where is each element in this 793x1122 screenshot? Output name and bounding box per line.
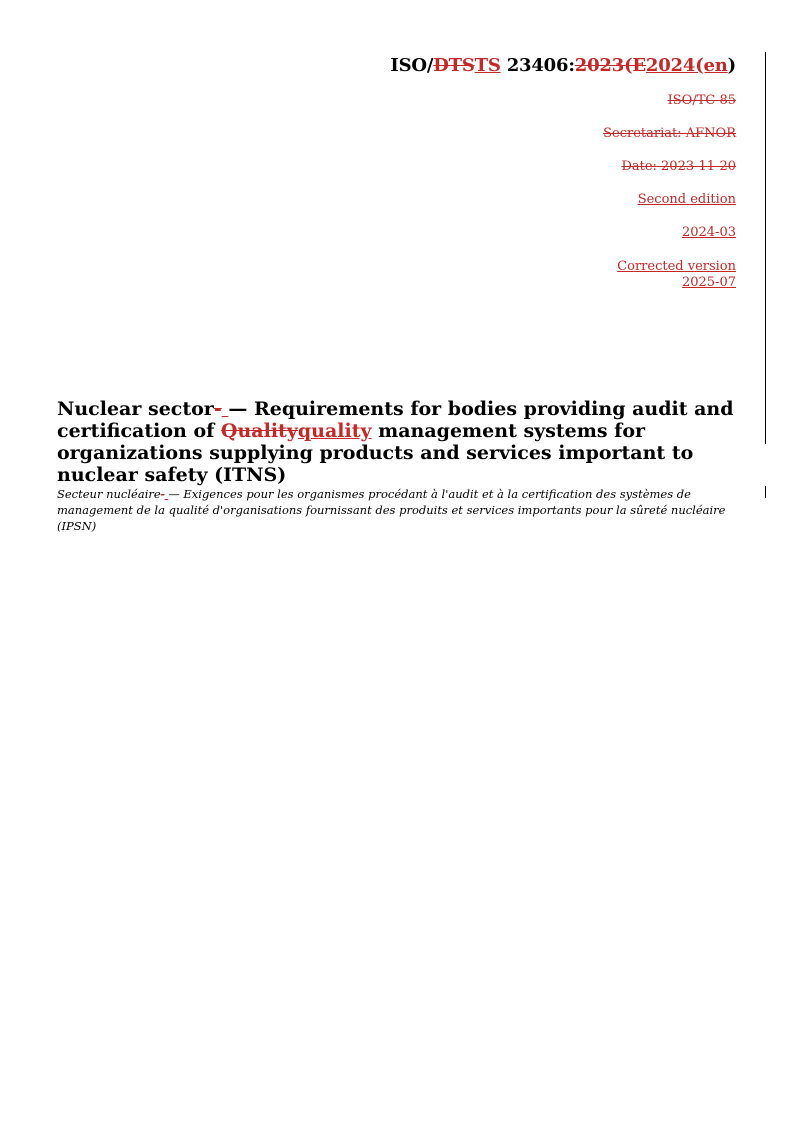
deleted-hyphen-fr: -	[160, 487, 165, 501]
reference-prefix: ISO/	[390, 55, 434, 76]
document-title: Nuclear sector- — Requirements for bodies providing audit and certification of Qualityquality management systems for organizations supplying products and services important to nuclear safety (ITNS)	[57, 398, 734, 486]
change-bar-subtitle	[765, 486, 766, 498]
reference-number: 23406:	[500, 55, 575, 76]
edition-date: 2024-03	[681, 225, 736, 240]
document-reference	[390, 55, 736, 76]
deleted-quality: Quality	[220, 420, 298, 442]
french-title: Secteur nucléaire- — Exigences pour les organismes procédant à l'audit et à la certification des systèmes de management de la qualité d'organisations fournissant des produits et services importants pour la sûreté nucléaire (IPSN)	[57, 487, 726, 533]
edition: Second edition	[637, 192, 736, 207]
committee: ISO/TC 85	[667, 93, 736, 108]
deleted-hyphen: -	[213, 398, 222, 420]
inserted-year: 2024(en	[645, 55, 728, 76]
secretariat: Secretariat: AFNOR	[603, 126, 736, 141]
inserted-quality: quality	[297, 420, 372, 442]
draft-date: Date: 2023-11-20	[621, 159, 736, 174]
deleted-year: 2023(E	[574, 55, 646, 76]
reference-suffix: )	[727, 55, 736, 76]
change-bar-top	[765, 52, 766, 444]
inserted-ts: TS	[474, 55, 501, 76]
corrected-version: Corrected version 2025-07	[617, 259, 736, 290]
deleted-dts: DTS	[433, 55, 475, 76]
